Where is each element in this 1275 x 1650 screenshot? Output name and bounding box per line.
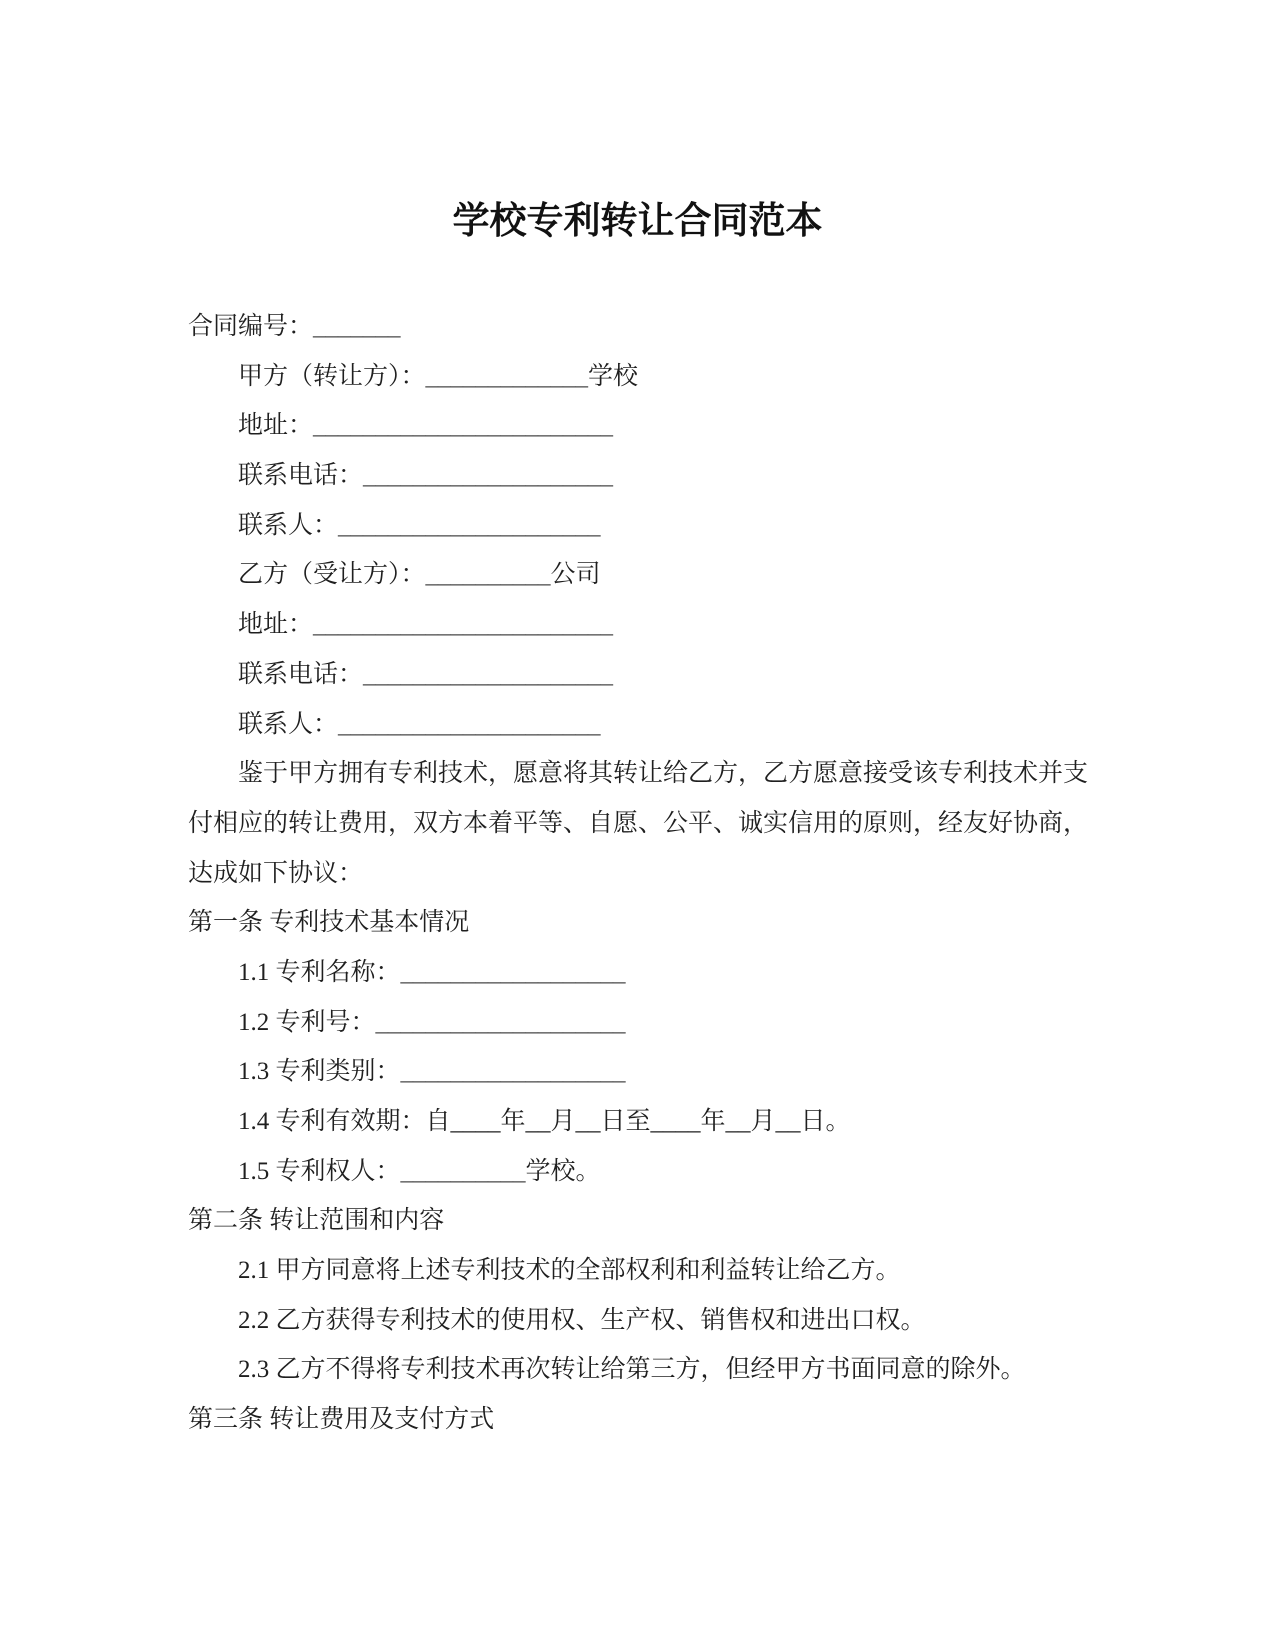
item-2-1 — [188, 1246, 1108, 1296]
party-b-label: 乙方（受让方）： — [238, 561, 426, 589]
item-1-1-blank: __________________ — [400, 958, 626, 986]
preamble-text-3: 达成如下协议： — [188, 859, 364, 887]
item-1-4-label: 1.4 专利有效期： — [238, 1108, 426, 1135]
party-b-address-blank: ________________________ — [313, 611, 614, 639]
item-1-5-suffix: 学校。 — [525, 1157, 601, 1185]
party-b-phone-label: 联系电话： — [238, 660, 364, 688]
party-a-label: 甲方（转让方）： — [238, 362, 426, 390]
item-1-5-blank: __________ — [400, 1157, 526, 1185]
field-party-a — [188, 352, 1108, 402]
preamble-text-2: 付相应的转让费用，双方本着平等、自愿、公平、诚实信用的原则，经友好协商， — [188, 809, 1089, 837]
party-a-suffix: 学校 — [588, 362, 639, 390]
article-2-heading-text: 第二条 转让范围和内容 — [188, 1207, 445, 1235]
document-body — [188, 302, 1108, 1445]
party-b-suffix: 公司 — [550, 561, 601, 589]
party-b-phone-blank: ____________________ — [363, 660, 614, 688]
item-1-3-label: 1.3 专利类别： — [238, 1058, 401, 1086]
article-3-heading — [188, 1395, 1108, 1445]
item-2-3 — [188, 1345, 1108, 1395]
party-a-phone-blank: ____________________ — [363, 462, 614, 490]
party-a-contact-label: 联系人： — [238, 511, 339, 539]
item-1-2 — [188, 998, 1108, 1048]
preamble-line-2 — [188, 799, 1108, 849]
item-1-4-value: 自____年__月__日至____年__月__日。 — [425, 1108, 851, 1135]
preamble-text-1: 鉴于甲方拥有专利技术，愿意将其转让给乙方，乙方愿意接受该专利技术并支 — [238, 760, 1089, 788]
item-1-5 — [188, 1147, 1108, 1197]
document-title: 学校专利转让合同范本 — [452, 201, 823, 242]
contract-no-label: 合同编号： — [188, 313, 314, 340]
party-a-address-label: 地址： — [238, 412, 314, 440]
party-a-phone-label: 联系电话： — [238, 462, 364, 490]
item-2-1-text: 2.1 甲方同意将上述专利技术的全部权利和利益转让给乙方。 — [238, 1257, 901, 1285]
field-party-b-phone — [188, 650, 1108, 700]
item-1-2-label: 1.2 专利号： — [238, 1008, 376, 1036]
field-party-b-contact — [188, 700, 1108, 750]
article-1-heading — [188, 898, 1108, 948]
field-party-a-contact — [188, 501, 1108, 551]
party-a-contact-blank: _____________________ — [338, 511, 601, 539]
party-b-blank: __________ — [425, 561, 551, 589]
party-a-address-blank: ________________________ — [313, 412, 614, 440]
article-3-heading-text: 第三条 转让费用及支付方式 — [188, 1406, 495, 1434]
item-2-2-text: 2.2 乙方获得专利技术的使用权、生产权、销售权和进出口权。 — [238, 1306, 926, 1334]
item-1-4 — [188, 1097, 1108, 1147]
field-party-a-phone — [188, 451, 1108, 501]
item-2-3-text: 2.3 乙方不得将专利技术再次转让给第三方，但经甲方书面同意的除外。 — [238, 1356, 1026, 1384]
item-2-2 — [188, 1296, 1108, 1346]
party-b-contact-label: 联系人： — [238, 710, 339, 738]
field-party-a-address — [188, 401, 1108, 451]
item-1-5-label: 1.5 专利权人： — [238, 1157, 401, 1185]
party-b-contact-blank: _____________________ — [338, 710, 601, 738]
preamble-line-3 — [188, 849, 1108, 899]
field-contract-no — [188, 302, 1108, 352]
party-b-address-label: 地址： — [238, 611, 314, 639]
item-1-1-label: 1.1 专利名称： — [238, 958, 401, 986]
preamble-line-1 — [188, 749, 1108, 799]
article-1-heading-text: 第一条 专利技术基本情况 — [188, 909, 470, 937]
article-2-heading — [188, 1196, 1108, 1246]
item-1-2-blank: ____________________ — [375, 1008, 626, 1036]
field-party-b-address — [188, 600, 1108, 650]
item-1-3-blank: __________________ — [400, 1058, 626, 1086]
contract-no-blank: _______ — [313, 313, 401, 340]
party-a-blank: _____________ — [425, 362, 589, 390]
item-1-1 — [188, 948, 1108, 998]
field-party-b — [188, 550, 1108, 600]
item-1-3 — [188, 1047, 1108, 1097]
